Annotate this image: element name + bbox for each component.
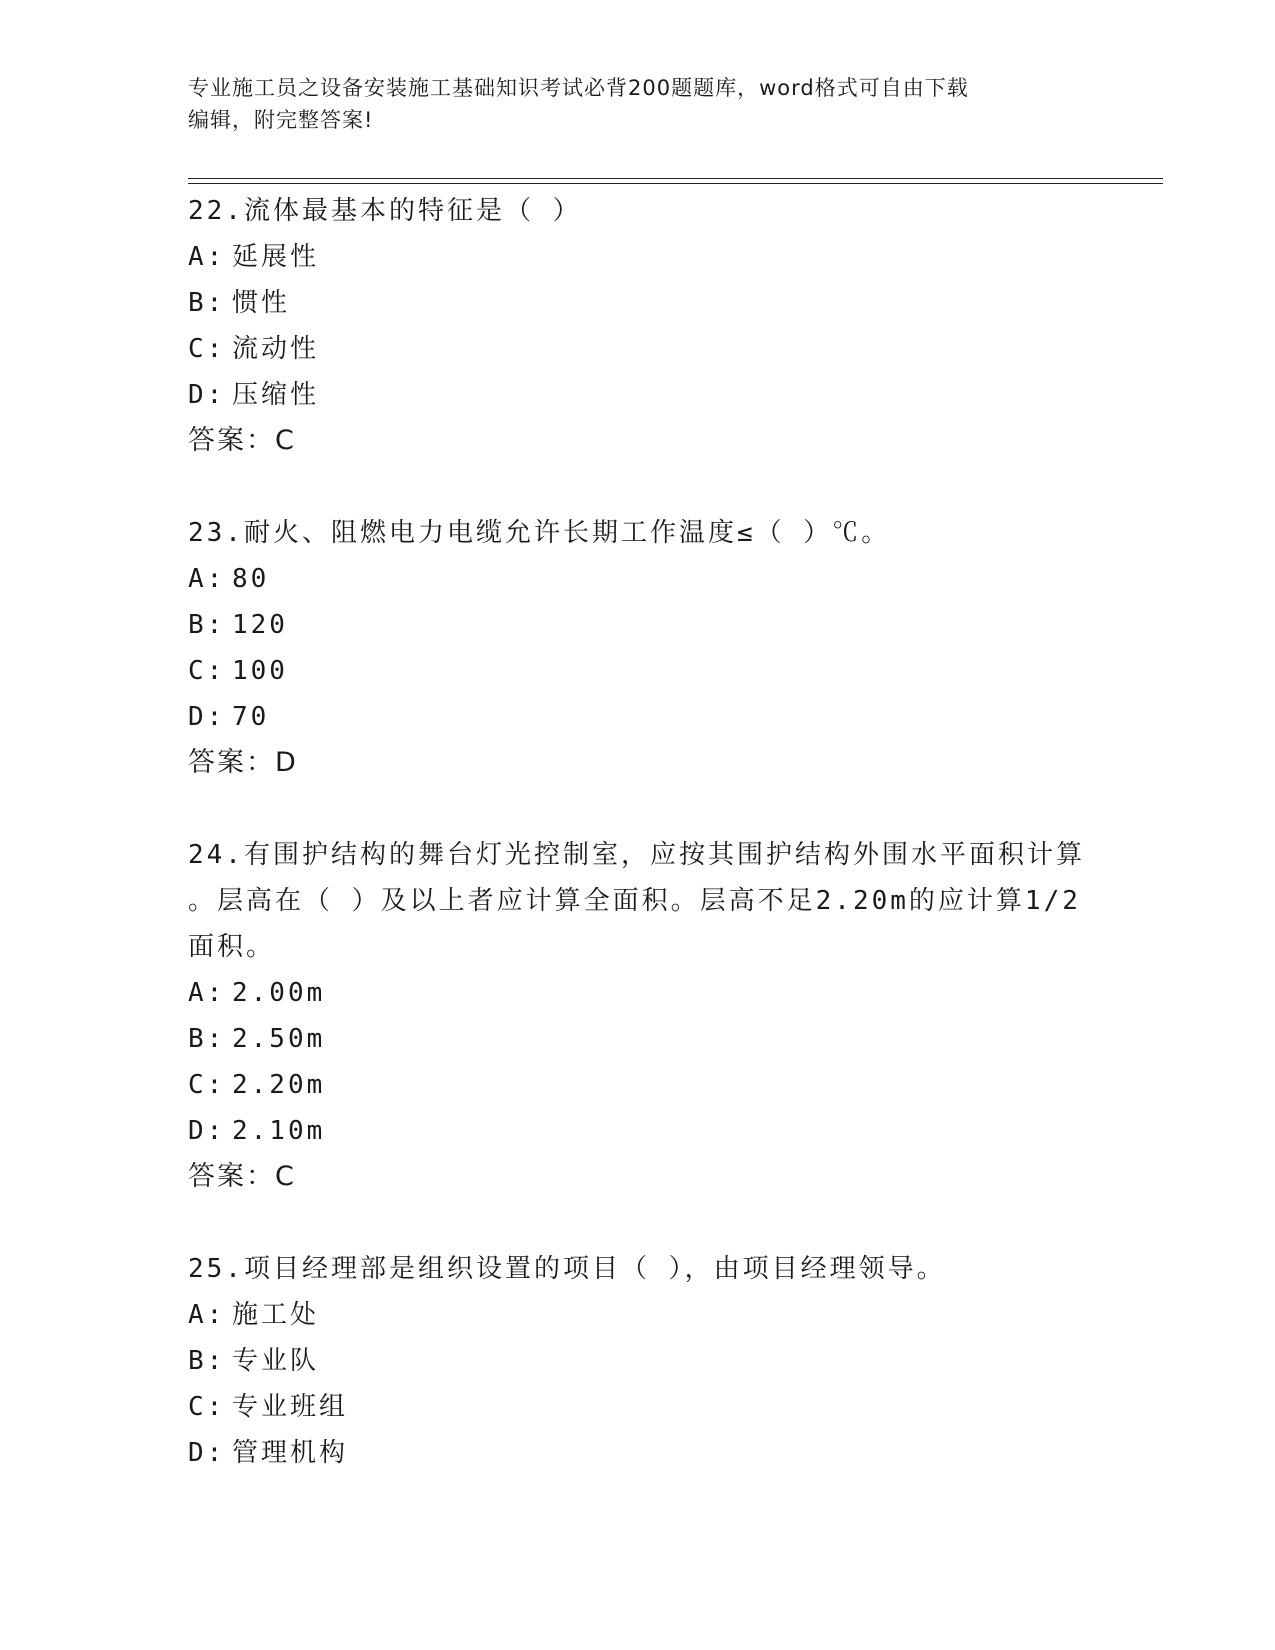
option-a [188, 234, 1088, 280]
answer-line: 答案：D [188, 747, 298, 778]
option-c [188, 326, 1088, 372]
option-text: 惯性 [232, 288, 291, 318]
option-text: 2.00m [232, 978, 326, 1008]
header-line-1: 专业施工员之设备安装施工基础知识考试必背200题题库，word格式可自由下载 [188, 76, 969, 100]
question-stem: 25.项目经理部是组织设置的项目（ ），由项目经理领导。 [188, 1254, 946, 1284]
header-line-2: 编辑，附完整答案! [188, 108, 374, 132]
option-d [188, 1108, 1088, 1154]
option-letter: D: [188, 1438, 226, 1468]
question-list [188, 188, 1088, 1522]
option-text: 专业班组 [232, 1392, 349, 1422]
option-a [188, 556, 1088, 602]
option-text: 流动性 [232, 334, 320, 364]
option-text: 2.50m [232, 1024, 326, 1054]
option-letter: A: [188, 1300, 226, 1330]
option-d [188, 694, 1088, 740]
option-letter: D: [188, 380, 226, 410]
option-text: 管理机构 [232, 1438, 349, 1468]
option-a [188, 970, 1088, 1016]
option-text: 施工处 [232, 1300, 320, 1330]
option-text: 80 [232, 564, 270, 594]
question-stem: 22.流体最基本的特征是（ ） [188, 196, 582, 226]
option-text: 压缩性 [232, 380, 320, 410]
option-c [188, 648, 1088, 694]
option-letter: C: [188, 656, 226, 686]
option-letter: C: [188, 1070, 226, 1100]
option-letter: D: [188, 1116, 226, 1146]
option-d [188, 372, 1088, 418]
question-22 [188, 188, 1088, 464]
option-text: 专业队 [232, 1346, 320, 1376]
option-b [188, 602, 1088, 648]
option-letter: B: [188, 1024, 226, 1054]
option-letter: B: [188, 610, 226, 640]
option-text: 2.10m [232, 1116, 326, 1146]
option-text: 延展性 [232, 242, 320, 272]
option-b [188, 280, 1088, 326]
option-text: 70 [232, 702, 270, 732]
option-letter: B: [188, 1346, 226, 1376]
answer-line: 答案：C [188, 425, 296, 456]
question-stem-line-2: 。层高在（ ）及以上者应计算全面积。层高不足2.20m的应计算1/2 [188, 886, 1081, 916]
header-divider [188, 178, 1163, 184]
answer-line: 答案：C [188, 1161, 296, 1192]
option-letter: B: [188, 288, 226, 318]
option-text: 100 [232, 656, 288, 686]
option-a [188, 1292, 1088, 1338]
question-stem-line-3: 面积。 [188, 932, 276, 962]
option-letter: A: [188, 564, 226, 594]
option-letter: D: [188, 702, 226, 732]
option-letter: C: [188, 1392, 226, 1422]
question-stem-line-1: 24.有围护结构的舞台灯光控制室，应按其围护结构外围水平面积计算 [188, 840, 1085, 870]
option-b [188, 1016, 1088, 1062]
question-25 [188, 1246, 1088, 1476]
question-24 [188, 832, 1088, 1200]
option-text: 120 [232, 610, 288, 640]
option-d [188, 1430, 1088, 1476]
option-letter: A: [188, 242, 226, 272]
option-c [188, 1062, 1088, 1108]
option-letter: C: [188, 334, 226, 364]
document-header [188, 72, 1088, 136]
option-text: 2.20m [232, 1070, 326, 1100]
option-b [188, 1338, 1088, 1384]
option-c [188, 1384, 1088, 1430]
document-page [188, 0, 1163, 1650]
question-23 [188, 510, 1088, 786]
question-stem: 23.耐火、阻燃电力电缆允许长期工作温度≤（ ）℃。 [188, 518, 891, 548]
option-letter: A: [188, 978, 226, 1008]
